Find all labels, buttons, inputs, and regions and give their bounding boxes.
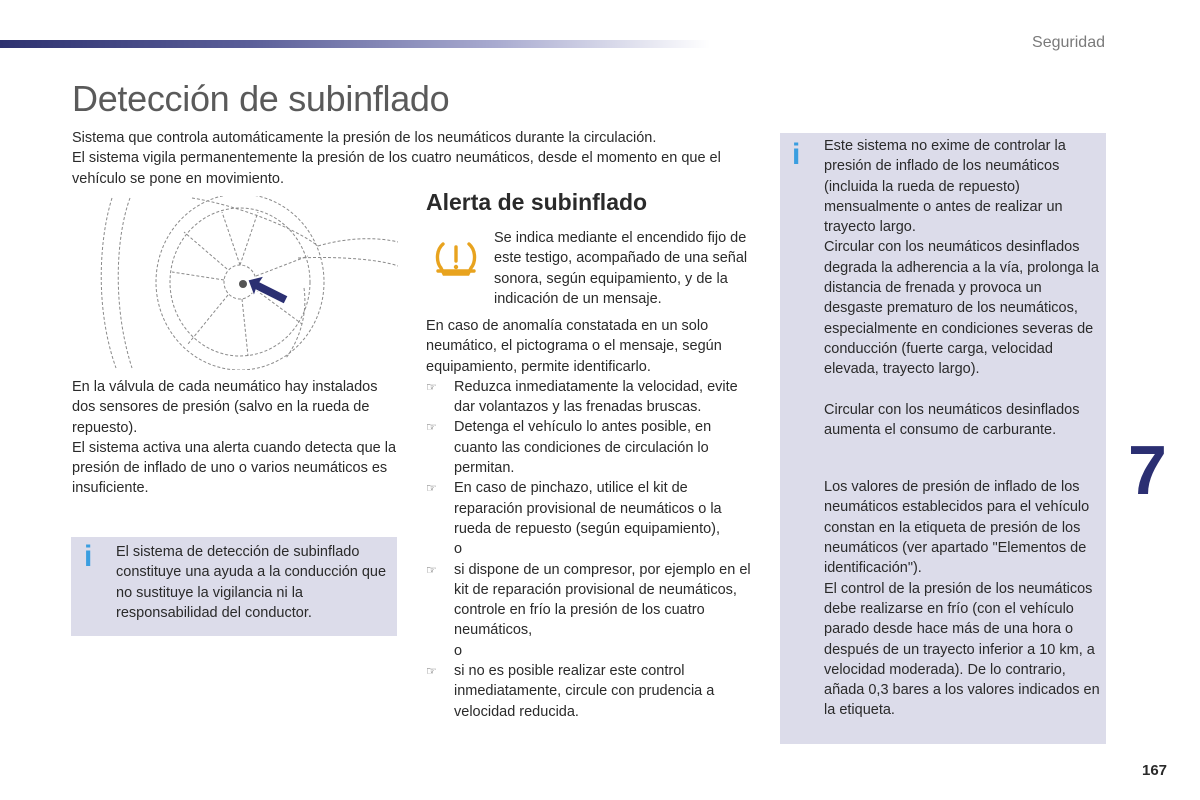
header-color-bar bbox=[0, 40, 710, 48]
pointer-arrow-icon bbox=[248, 276, 288, 304]
info-icon: i bbox=[792, 138, 801, 171]
action-text: Detenga el vehículo lo antes posible, en cuanto las condiciones de circulación lo permitan. bbox=[454, 419, 712, 477]
info-paragraph: Circular con los neumáticos desinflados aumenta el consumo de carburante. bbox=[824, 401, 1080, 438]
pointing-hand-icon: ☞ bbox=[426, 562, 437, 577]
info-box-left-text: El sistema de detección de subinflado constituye una ayuda a la conducción que no sustituye la vigilancia ni la responsabilidad del conductor. bbox=[116, 544, 387, 621]
info-box-right-text bbox=[824, 136, 1100, 721]
anomaly-text: En caso de anomalía constatada en un solo neumático, el pictograma o el mensaje, según equipamiento, permite identificarlo. bbox=[426, 318, 722, 375]
action-text: Reduzca inmediatamente la velocidad, evite dar volantazos y las frenadas bruscas. bbox=[454, 378, 738, 416]
pointing-hand-icon: ☞ bbox=[426, 481, 437, 496]
info-paragraph: Circular con los neumáticos desinflados degrada la adherencia a la vía, prolonga la distancia de frenada y provoca un desgaste prematuro de los neumáticos, especialmente en condiciones severas de conducción (fuerte carga, velocidad elevada, trayecto largo). bbox=[824, 239, 1099, 378]
pointing-hand-icon: ☞ bbox=[426, 664, 437, 679]
info-paragraph: Este sistema no exime de controlar la presión de inflado de los neumáticos (incluida la rueda de repuesto) mensualmente o antes de realizar un trayecto largo. bbox=[824, 138, 1066, 236]
left-column-text bbox=[72, 377, 402, 499]
alert-heading: Alerta de subinflado bbox=[426, 189, 648, 215]
pointing-hand-icon: ☞ bbox=[426, 420, 437, 435]
info-box-left bbox=[71, 537, 397, 636]
info-box-right bbox=[780, 133, 1106, 744]
action-text: si dispone de un compresor, por ejemplo en el kit de reparación provisional de neumáticos, controle en frío la presión de los cuatro neumáticos, bbox=[454, 561, 751, 639]
info-paragraph: Los valores de presión de inflado de los neumáticos establecidos para el vehículo constan en la etiqueta de presión de los neumáticos (ver apartado "Elementos de identificación"). bbox=[824, 479, 1090, 577]
info-icon: i bbox=[84, 540, 93, 573]
alert-body bbox=[426, 316, 756, 722]
pointing-hand-icon: ☞ bbox=[426, 379, 437, 394]
valve-marker bbox=[239, 280, 247, 288]
left-paragraph: El sistema activa una alerta cuando detecta que la presión de inflado de uno o varios neumáticos es insuficiente. bbox=[72, 439, 397, 497]
page-number: 167 bbox=[1142, 762, 1168, 779]
alert-indicator-text: Se indica mediante el encendido fijo de este testigo, acompañado de una señal sonora, según equipamiento, y de la indicación de un mensaje. bbox=[494, 230, 748, 307]
action-list bbox=[426, 377, 756, 722]
left-paragraph: En la válvula de cada neumático hay instalados dos sensores de presión (salvo en la rueda de repuesto). bbox=[72, 379, 378, 436]
tire-pressure-warning-icon bbox=[434, 238, 478, 278]
action-item bbox=[426, 661, 756, 722]
tire-valve-illustration bbox=[72, 196, 398, 370]
info-paragraph: El control de la presión de los neumáticos debe realizarse en frío (con el vehículo parado desde hace más de una hora o después de un trayecto inferior a 10 km, a velocidad moderada). De lo contrario, añada 0,3 bares a los valores indicados en la etiqueta. bbox=[824, 580, 1100, 719]
connector-text: o bbox=[454, 541, 463, 558]
intro-paragraph: Sistema que controla automáticamente la presión de los neumáticos durante la circulación. bbox=[72, 130, 657, 146]
chapter-number: 7 bbox=[1128, 431, 1167, 509]
action-item bbox=[426, 377, 756, 418]
action-item bbox=[426, 417, 756, 478]
intro-paragraph: El sistema vigila permanentemente la presión de los cuatro neumáticos, desde el momento en que el vehículo se pone en movimiento. bbox=[72, 150, 721, 187]
action-item bbox=[426, 560, 756, 661]
intro-text bbox=[72, 128, 762, 189]
action-text: En caso de pinchazo, utilice el kit de reparación provisional de neumáticos o la rueda de repuesto (según equipamiento), bbox=[454, 480, 722, 537]
page-title: Detección de subinflado bbox=[72, 78, 450, 119]
action-item bbox=[426, 478, 756, 559]
action-text: si no es posible realizar este control inmediatamente, circule con prudencia a velocidad reducida. bbox=[454, 663, 715, 720]
connector-text: o bbox=[454, 642, 463, 659]
section-name: Seguridad bbox=[1032, 34, 1105, 51]
